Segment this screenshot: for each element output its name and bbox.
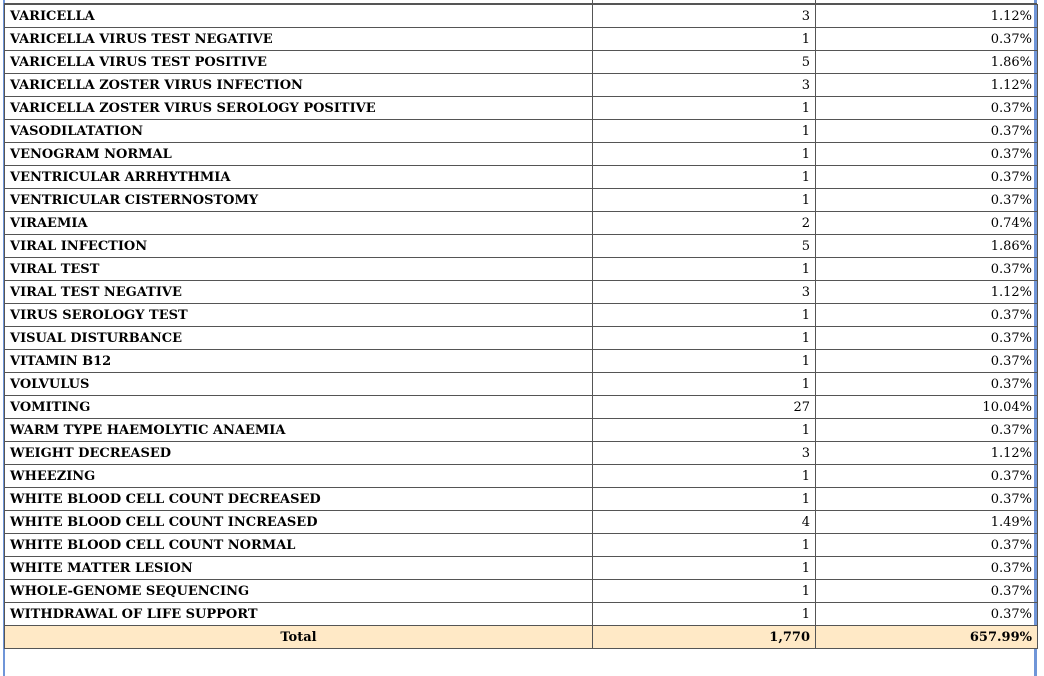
row-percent: 0.37%	[816, 189, 1038, 212]
table-row	[5, 281, 1038, 304]
table-row	[5, 28, 1038, 51]
row-count: 5	[593, 51, 816, 74]
row-percent: 1.12%	[816, 5, 1038, 28]
adverse-events-table	[4, 4, 1038, 649]
row-count: 1	[593, 603, 816, 626]
row-name: WHITE BLOOD CELL COUNT INCREASED	[5, 511, 593, 534]
row-percent: 1.12%	[816, 281, 1038, 304]
row-count: 1	[593, 465, 816, 488]
table-row	[5, 465, 1038, 488]
row-count: 1	[593, 350, 816, 373]
row-name: VIRAL TEST	[5, 258, 593, 281]
row-percent: 1.86%	[816, 51, 1038, 74]
row-count: 1	[593, 373, 816, 396]
row-name: WHITE BLOOD CELL COUNT NORMAL	[5, 534, 593, 557]
row-name: VENOGRAM NORMAL	[5, 143, 593, 166]
row-count: 3	[593, 442, 816, 465]
row-percent: 0.37%	[816, 603, 1038, 626]
row-count: 1	[593, 304, 816, 327]
row-percent: 1.49%	[816, 511, 1038, 534]
table-row	[5, 534, 1038, 557]
row-count: 1	[593, 580, 816, 603]
row-name: VOLVULUS	[5, 373, 593, 396]
row-percent: 1.12%	[816, 442, 1038, 465]
row-percent: 0.37%	[816, 488, 1038, 511]
table-row	[5, 97, 1038, 120]
row-name: VIRAL TEST NEGATIVE	[5, 281, 593, 304]
table-row	[5, 419, 1038, 442]
row-count: 4	[593, 511, 816, 534]
table-row	[5, 258, 1038, 281]
row-count: 1	[593, 97, 816, 120]
row-percent: 0.37%	[816, 465, 1038, 488]
row-count: 1	[593, 327, 816, 350]
table-row	[5, 580, 1038, 603]
table-row	[5, 5, 1038, 28]
row-name: VARICELLA ZOSTER VIRUS INFECTION	[5, 74, 593, 97]
table-row	[5, 488, 1038, 511]
row-count: 27	[593, 396, 816, 419]
row-percent: 1.86%	[816, 235, 1038, 258]
table-row	[5, 603, 1038, 626]
row-count: 1	[593, 534, 816, 557]
row-percent: 0.37%	[816, 166, 1038, 189]
row-percent: 0.74%	[816, 212, 1038, 235]
row-percent: 0.37%	[816, 28, 1038, 51]
row-count: 1	[593, 189, 816, 212]
table-row	[5, 189, 1038, 212]
row-percent: 0.37%	[816, 97, 1038, 120]
row-count: 5	[593, 235, 816, 258]
table-row	[5, 396, 1038, 419]
row-percent: 0.37%	[816, 327, 1038, 350]
row-percent: 0.37%	[816, 580, 1038, 603]
total-row	[5, 626, 1038, 649]
row-percent: 0.37%	[816, 143, 1038, 166]
row-name: WHITE BLOOD CELL COUNT DECREASED	[5, 488, 593, 511]
row-count: 1	[593, 28, 816, 51]
row-percent: 1.12%	[816, 74, 1038, 97]
row-name: VASODILATATION	[5, 120, 593, 143]
row-count: 1	[593, 166, 816, 189]
total-label: Total	[5, 626, 593, 649]
row-percent: 10.04%	[816, 396, 1038, 419]
table-row	[5, 373, 1038, 396]
row-name: WITHDRAWAL OF LIFE SUPPORT	[5, 603, 593, 626]
row-percent: 0.37%	[816, 534, 1038, 557]
row-name: VISUAL DISTURBANCE	[5, 327, 593, 350]
row-count: 2	[593, 212, 816, 235]
row-count: 3	[593, 5, 816, 28]
table-row	[5, 166, 1038, 189]
table-row	[5, 442, 1038, 465]
row-name: VARICELLA ZOSTER VIRUS SEROLOGY POSITIVE	[5, 97, 593, 120]
table-row	[5, 327, 1038, 350]
table-row	[5, 557, 1038, 580]
total-count: 1,770	[593, 626, 816, 649]
row-name: VIRAEMIA	[5, 212, 593, 235]
row-count: 1	[593, 419, 816, 442]
row-percent: 0.37%	[816, 419, 1038, 442]
row-name: VITAMIN B12	[5, 350, 593, 373]
row-percent: 0.37%	[816, 373, 1038, 396]
row-count: 1	[593, 258, 816, 281]
row-name: VIRUS SEROLOGY TEST	[5, 304, 593, 327]
row-name: WHITE MATTER LESION	[5, 557, 593, 580]
row-name: WARM TYPE HAEMOLYTIC ANAEMIA	[5, 419, 593, 442]
row-name: WHEEZING	[5, 465, 593, 488]
row-percent: 0.37%	[816, 304, 1038, 327]
row-percent: 0.37%	[816, 557, 1038, 580]
row-name: VIRAL INFECTION	[5, 235, 593, 258]
table-row	[5, 304, 1038, 327]
row-count: 3	[593, 281, 816, 304]
table-body	[5, 5, 1038, 626]
total-percent: 657.99%	[816, 626, 1038, 649]
table-row	[5, 74, 1038, 97]
table-row	[5, 143, 1038, 166]
row-percent: 0.37%	[816, 258, 1038, 281]
row-percent: 0.37%	[816, 120, 1038, 143]
row-name: VARICELLA VIRUS TEST POSITIVE	[5, 51, 593, 74]
table-row	[5, 235, 1038, 258]
row-percent: 0.37%	[816, 350, 1038, 373]
row-name: VENTRICULAR ARRHYTHMIA	[5, 166, 593, 189]
table-row	[5, 120, 1038, 143]
table-row	[5, 212, 1038, 235]
table-row	[5, 51, 1038, 74]
row-name: VARICELLA VIRUS TEST NEGATIVE	[5, 28, 593, 51]
row-count: 1	[593, 557, 816, 580]
table-row	[5, 511, 1038, 534]
row-name: VARICELLA	[5, 5, 593, 28]
row-count: 1	[593, 488, 816, 511]
row-count: 3	[593, 74, 816, 97]
row-count: 1	[593, 143, 816, 166]
row-name: VOMITING	[5, 396, 593, 419]
table-row	[5, 350, 1038, 373]
row-count: 1	[593, 120, 816, 143]
row-name: WHOLE-GENOME SEQUENCING	[5, 580, 593, 603]
row-name: WEIGHT DECREASED	[5, 442, 593, 465]
row-name: VENTRICULAR CISTERNOSTOMY	[5, 189, 593, 212]
